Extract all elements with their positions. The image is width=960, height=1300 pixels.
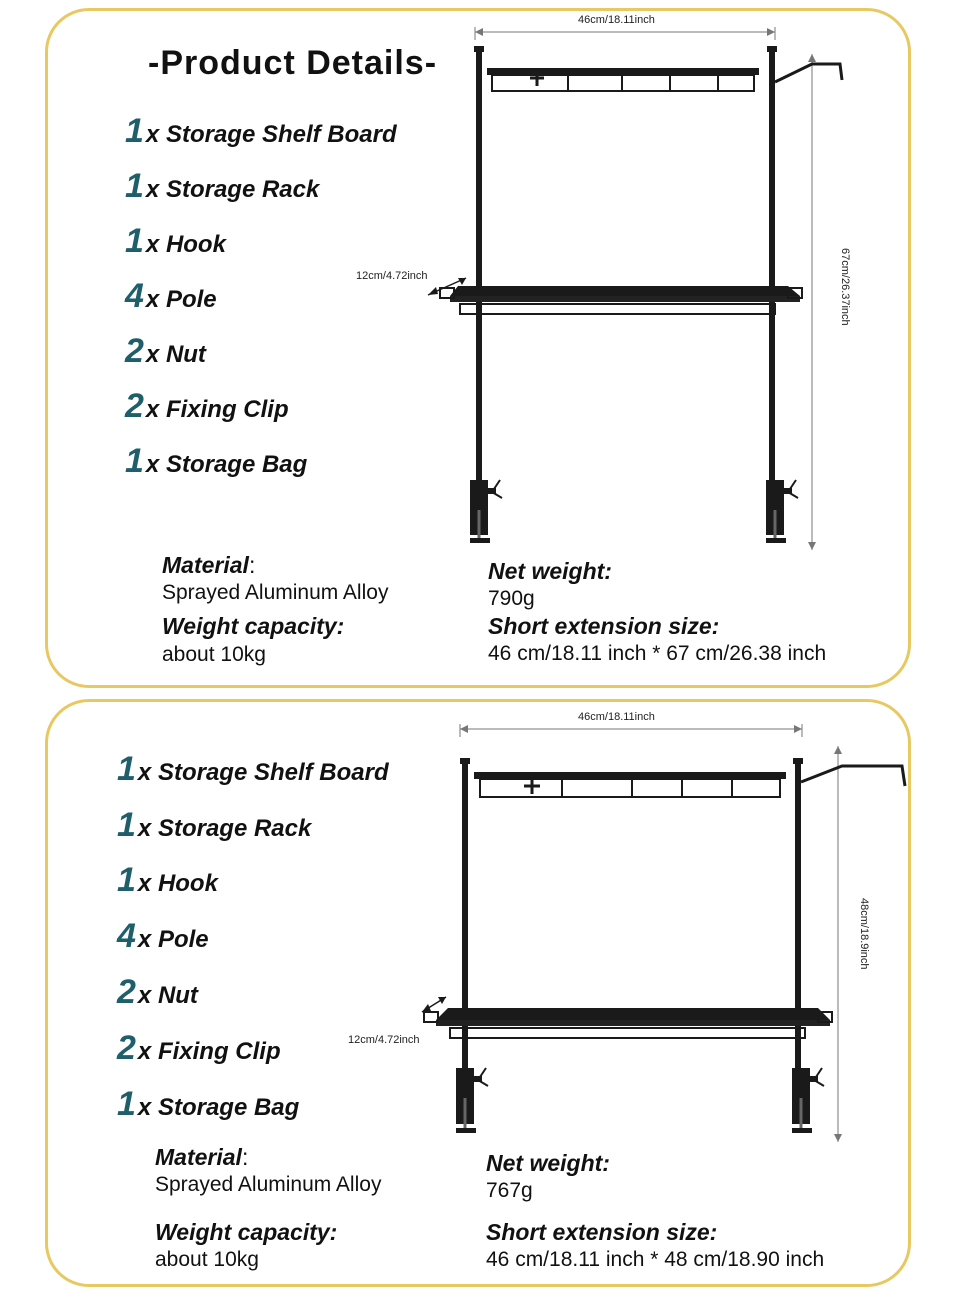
item-quantity: 1 — [117, 1085, 136, 1123]
item-quantity: 1 — [117, 806, 136, 844]
weight-capacity-label: Weight capacity: — [155, 1219, 338, 1245]
width-dimension-label: 46cm/18.11inch — [578, 711, 655, 723]
item-quantity: 1 — [117, 750, 136, 788]
width-dimension-label: 46cm/18.11inch — [578, 14, 655, 26]
depth-dimension-label: 12cm/4.72inch — [356, 270, 428, 282]
extension-size-label: Short extension size: — [486, 1219, 718, 1245]
item-quantity: 1 — [125, 167, 144, 205]
item-label: x Fixing Clip — [145, 396, 289, 423]
list-item — [125, 167, 319, 206]
list-item — [125, 222, 226, 261]
list-item — [125, 277, 217, 316]
item-label: x Hook — [145, 231, 226, 258]
extension-size-value: 46 cm/18.11 inch * 67 cm/26.38 inch — [488, 642, 827, 665]
hook — [775, 64, 842, 82]
list-item — [125, 332, 206, 371]
item-quantity: 1 — [125, 442, 144, 480]
item-quantity: 2 — [125, 387, 144, 425]
page-title: -Product Details- — [148, 44, 438, 82]
list-item — [117, 1029, 281, 1068]
right-pole — [795, 762, 801, 1100]
item-label: x Pole — [137, 926, 209, 953]
item-label: x Storage Rack — [137, 815, 312, 842]
item-quantity: 1 — [125, 112, 144, 150]
material-value: Sprayed Aluminum Alloy — [155, 1173, 382, 1196]
item-quantity: 1 — [117, 861, 136, 899]
net-weight-value: 767g — [486, 1179, 533, 1202]
item-label: x Fixing Clip — [137, 1038, 281, 1065]
list-item — [117, 861, 218, 900]
left-pole — [462, 762, 468, 1100]
item-quantity: 2 — [125, 332, 144, 370]
extension-size-value: 46 cm/18.11 inch * 48 cm/18.90 inch — [486, 1248, 825, 1271]
shelf-board — [436, 1008, 830, 1020]
material-label: Material: — [155, 1144, 249, 1170]
shelf-board — [450, 286, 800, 296]
item-label: x Nut — [137, 982, 198, 1009]
list-item — [117, 806, 311, 845]
extension-size-label: Short extension size: — [488, 613, 720, 639]
item-label: x Nut — [145, 341, 206, 368]
list-item — [117, 1085, 299, 1124]
weight-capacity-value: about 10kg — [155, 1248, 259, 1271]
storage-rack-illustration — [410, 710, 870, 1155]
item-label: x Storage Bag — [137, 1094, 300, 1121]
item-quantity: 2 — [117, 973, 136, 1011]
item-label: x Storage Rack — [145, 176, 320, 203]
weight-capacity-label: Weight capacity: — [162, 613, 345, 639]
list-item — [125, 442, 307, 481]
height-dimension-label: 67cm/26.37inch — [839, 248, 851, 326]
item-label: x Pole — [145, 286, 217, 313]
item-label: x Storage Bag — [145, 451, 308, 478]
item-quantity: 1 — [125, 222, 144, 260]
list-item — [125, 112, 397, 151]
height-dimension-label: 48cm/18.9inch — [858, 898, 870, 970]
list-item — [117, 750, 389, 789]
top-rack-bar — [474, 772, 786, 779]
list-item — [117, 973, 198, 1012]
right-pole — [769, 50, 775, 490]
net-weight-value: 790g — [488, 587, 535, 610]
material-label: Material: — [162, 552, 256, 578]
item-label: x Hook — [137, 870, 218, 897]
item-label: x Storage Shelf Board — [137, 759, 389, 786]
material-value: Sprayed Aluminum Alloy — [162, 581, 389, 604]
weight-capacity-value: about 10kg — [162, 643, 266, 666]
list-item — [125, 387, 289, 426]
item-label: x Storage Shelf Board — [145, 121, 397, 148]
net-weight-label: Net weight: — [486, 1150, 610, 1176]
left-pole — [476, 50, 482, 490]
item-quantity: 4 — [125, 277, 144, 315]
depth-dimension-label: 12cm/4.72inch — [348, 1034, 420, 1046]
storage-rack-illustration — [420, 10, 860, 555]
net-weight-label: Net weight: — [488, 558, 612, 584]
item-quantity: 4 — [117, 917, 136, 955]
item-quantity: 2 — [117, 1029, 136, 1067]
top-rack-bar — [487, 68, 759, 75]
list-item — [117, 917, 209, 956]
